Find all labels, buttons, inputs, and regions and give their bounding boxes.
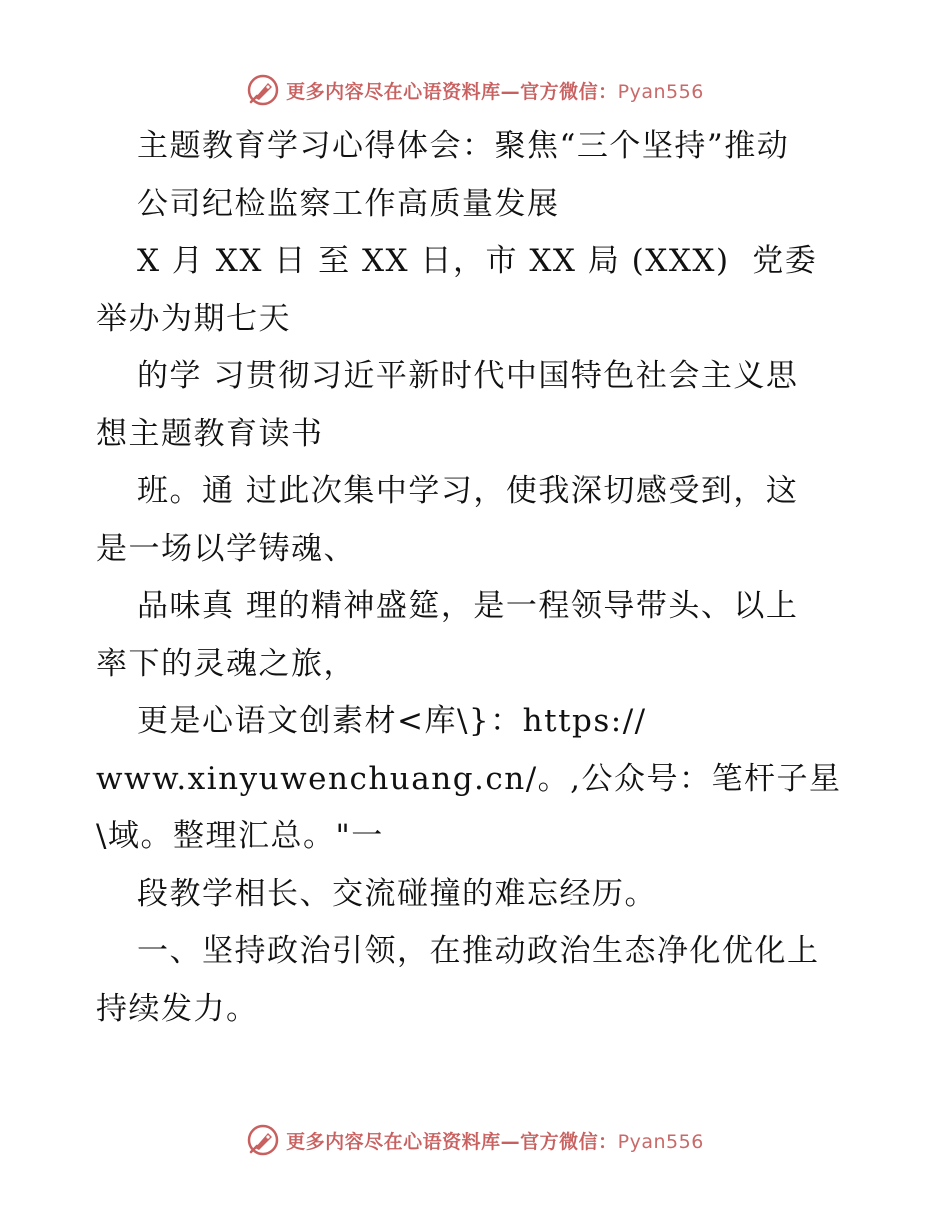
banner-text: 更多内容尽在心语资料库—官方微信：	[286, 80, 618, 103]
paragraph-line: 举办为期七天	[96, 300, 291, 337]
paragraph-line: \域。整理汇总。"一	[96, 818, 384, 854]
paragraph-line: 更是心语文创素材<库\}：https://	[137, 703, 647, 739]
paragraph-line: 想主题教育读书	[96, 415, 324, 452]
document-body	[96, 118, 866, 1038]
header-watermark-banner	[0, 70, 950, 110]
banner-wechat-id: Pyan556	[617, 1130, 704, 1153]
pen-nib-logo-icon	[246, 73, 280, 107]
title-line-2: 公司纪检监察工作高质量发展	[137, 185, 560, 222]
title-line-1: 主题教育学习心得体会：聚焦“三个坚持”推动	[137, 128, 790, 164]
paragraph-line: 段教学相长、交流碰撞的难忘经历。	[137, 875, 657, 912]
section-heading: 一、坚持政治引领，在推动政治生态净化优化上	[137, 933, 820, 969]
paragraph-line: www.xinyuwenchuang.cn/。,公众号：笔杆子星	[96, 760, 842, 797]
paragraph-line: 班。通 过此次集中学习，使我深切感受到，这	[137, 473, 799, 509]
paragraph-line: 品味真 理的精神盛筵，是一程领导带头、以上	[137, 588, 799, 624]
footer-watermark-banner	[0, 1120, 950, 1160]
pen-nib-logo-icon	[246, 1123, 280, 1157]
paragraph-line: 的学 习贯彻习近平新时代中国特色社会主义思	[137, 358, 799, 394]
banner-wechat-id: Pyan556	[617, 80, 704, 103]
paragraph-line: 率下的灵魂之旅，	[96, 645, 356, 682]
banner-text: 更多内容尽在心语资料库—官方微信：	[286, 1130, 618, 1153]
paragraph-line: 是一场以学铸魂、	[96, 530, 356, 567]
paragraph-line: X 月 XX 日 至 XX 日，市 XX 局 (XXX) 党委	[137, 243, 818, 279]
section-heading-cont: 持续发力。	[96, 990, 259, 1027]
